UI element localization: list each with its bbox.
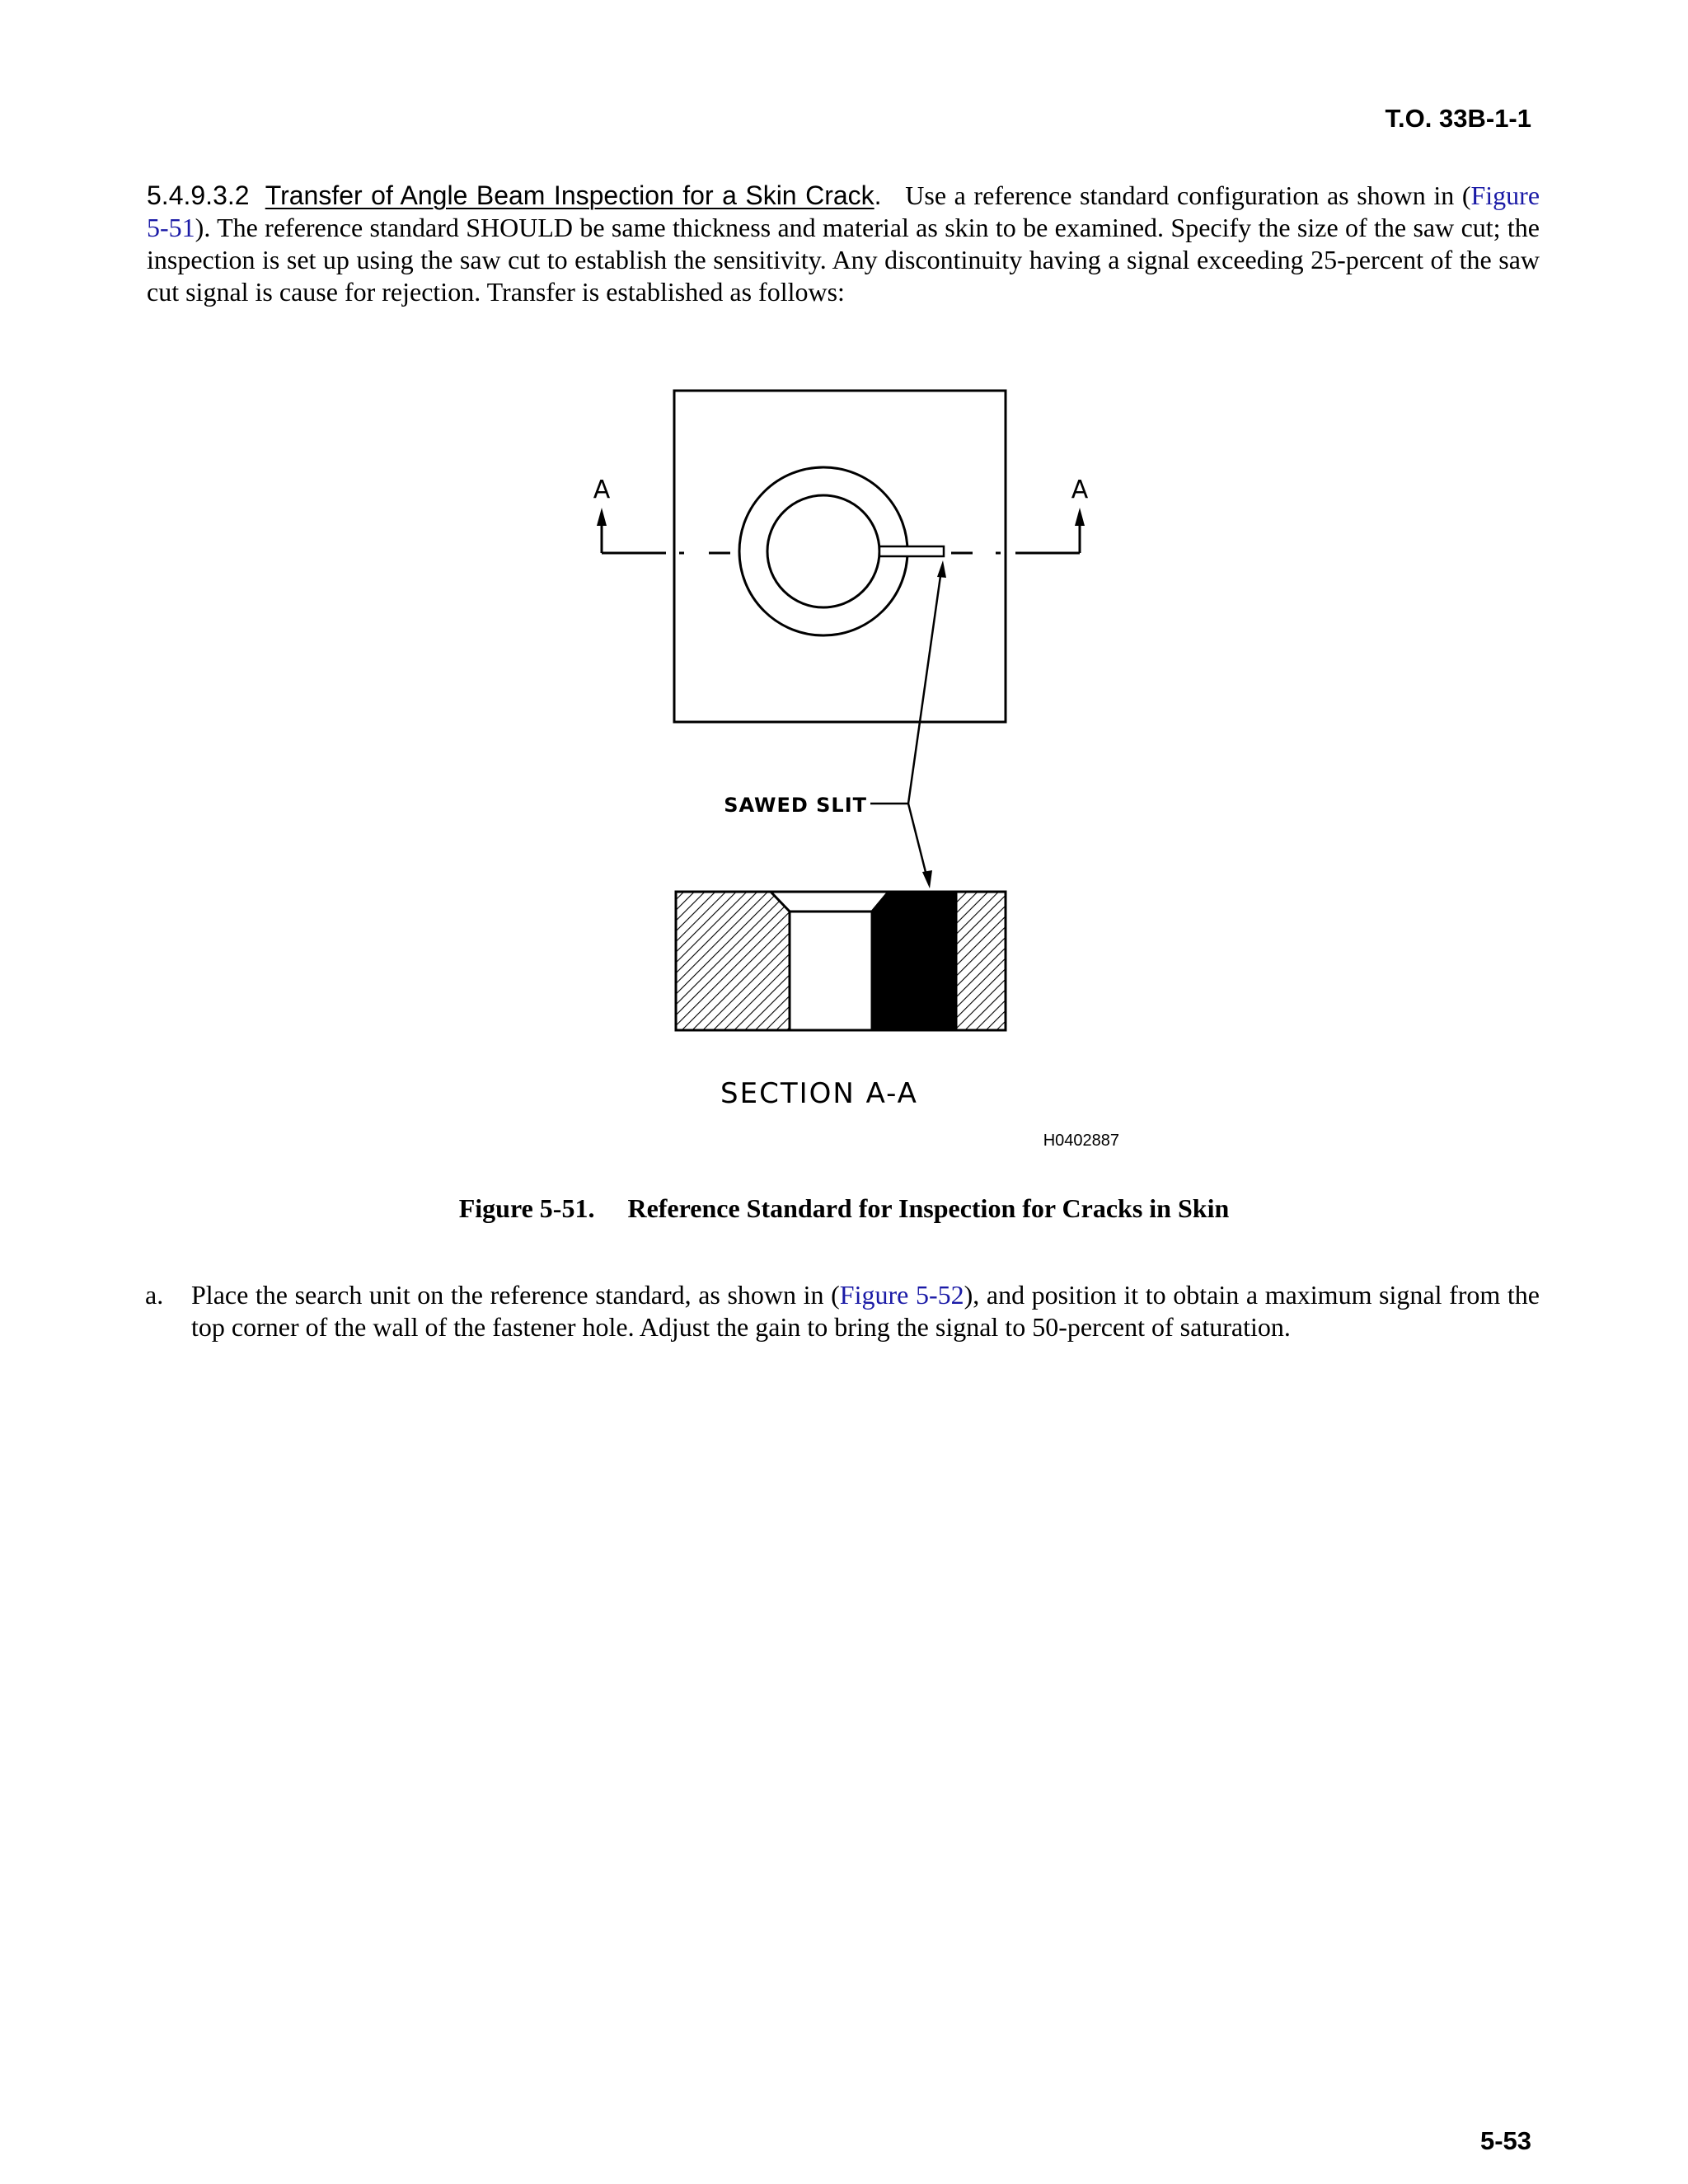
figure-5-52-link[interactable]: Figure 5-52 bbox=[839, 1280, 964, 1310]
figure-number: Figure 5-51. bbox=[458, 1193, 595, 1223]
step-text-after-link: ), and position it to obtain a maximum signal from the top corner of the wall of the fastener hole. Adjust the gain to bring the signal to 50-percent of saturation. bbox=[191, 1280, 1540, 1342]
leader-line-section bbox=[908, 804, 927, 879]
label-a-right: A bbox=[1071, 476, 1089, 504]
section-left-material bbox=[676, 892, 790, 1030]
arrow-icon bbox=[937, 560, 946, 578]
section-view bbox=[676, 892, 1006, 1030]
section-number: 5.4.9.3.2 bbox=[147, 180, 250, 210]
section-paragraph bbox=[147, 180, 1540, 308]
sawed-slit-plan bbox=[879, 546, 944, 556]
fastener-hole-circle bbox=[767, 495, 879, 607]
image-id: H0402887 bbox=[1043, 1132, 1119, 1150]
sawed-slit-callout: SAWED SLIT bbox=[724, 794, 867, 817]
figure-caption bbox=[0, 1193, 1688, 1224]
figure-5-51-link[interactable]: Figure 5-51 bbox=[147, 180, 1540, 242]
reference-standard-drawing bbox=[577, 379, 1170, 1170]
section-heading: Transfer of Angle Beam Inspection for a Skin Crack bbox=[265, 180, 874, 210]
figure-title: Reference Standard for Inspection for Cracks in Skin bbox=[627, 1193, 1230, 1223]
step-marker: a. bbox=[145, 1280, 164, 1310]
section-heading-punct: . bbox=[874, 180, 882, 210]
section-slit-region bbox=[872, 892, 956, 1030]
label-a-left: A bbox=[593, 476, 611, 504]
section-text-after-link: ). The reference standard SHOULD be same thickness and material as skin to be examined. Specify the size of the saw cut; the inspection is set up using the saw cut to establish the sensitivity. Any discontinuity having a signal exceeding 25-percent of the saw cut signal is cause for rejection. Transfer is established as follows: bbox=[147, 213, 1540, 307]
step-item bbox=[145, 1279, 1540, 1343]
section-label: SECTION A-A bbox=[720, 1077, 918, 1110]
step-text-before-link: Place the search unit on the reference standard, as shown in ( bbox=[191, 1280, 840, 1310]
arrow-icon bbox=[922, 870, 932, 888]
plate-outline bbox=[674, 391, 1006, 722]
section-text-before-link: Use a reference standard configuration as shown in ( bbox=[905, 180, 1471, 210]
document-id: T.O. 33B-1-1 bbox=[1385, 104, 1531, 133]
reference-standard-figure bbox=[577, 379, 1170, 1170]
arrow-up-icon bbox=[1075, 508, 1085, 526]
arrow-up-icon bbox=[597, 508, 607, 526]
leader-line-plan bbox=[908, 570, 941, 804]
section-right-material bbox=[956, 892, 1006, 1030]
page-number: 5-53 bbox=[1479, 2126, 1531, 2155]
